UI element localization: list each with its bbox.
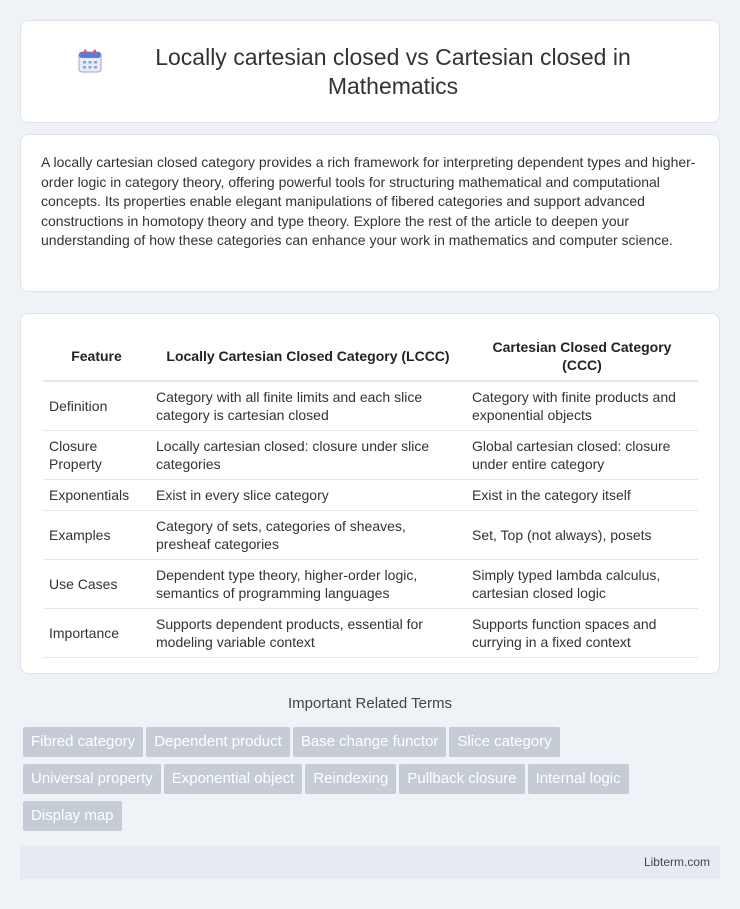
term-tag[interactable]: Fibred category [23,727,143,757]
table-row [43,609,698,658]
ccc-cell: Category with finite products and exponential objects [466,382,698,431]
ccc-cell: Supports function spaces and currying in a fixed context [466,609,698,658]
related-terms-title: Important Related Terms [288,695,452,712]
lccc-cell: Dependent type theory, higher-order logic, semantics of programming languages [150,560,466,609]
lccc-cell: Category of sets, categories of sheaves, presheaf categories [150,511,466,560]
related-terms-list [23,727,703,838]
term-tag[interactable]: Slice category [449,727,559,757]
comparison-table [43,332,698,658]
table-row [43,560,698,609]
lccc-cell: Category with all finite limits and each slice category is cartesian closed [150,382,466,431]
term-tag[interactable]: Exponential object [164,764,303,794]
table-row [43,431,698,480]
table-row [43,511,698,560]
table-row [43,480,698,511]
lccc-cell: Exist in every slice category [150,480,466,511]
feature-cell: Closure Property [43,431,150,480]
footer [20,846,720,879]
ccc-cell: Exist in the category itself [466,480,698,511]
term-tag[interactable]: Internal logic [528,764,629,794]
intro-text: A locally cartesian closed category provides a rich framework for interpreting dependent types and higher-order logic in category theory, offering powerful tools for structuring mathematical and computational concepts. Its properties enable elegant manipulations of fibered categories and support advanced constructions in homotopy theory and type theory. Explore the rest of the article to deepen your understanding of how these categories can enhance your work in mathematics and computer science. [41,154,696,249]
term-tag[interactable]: Display map [23,801,122,831]
ccc-cell: Simply typed lambda calculus, cartesian closed logic [466,560,698,609]
term-tag[interactable]: Base change functor [293,727,447,757]
feature-cell: Importance [43,609,150,658]
header-ccc: Cartesian Closed Category (CCC) [466,332,698,382]
feature-cell: Exponentials [43,480,150,511]
term-tag[interactable]: Universal property [23,764,161,794]
lccc-cell: Locally cartesian closed: closure under slice categories [150,431,466,480]
header-feature: Feature [43,332,150,382]
calendar-icon [77,48,103,74]
title-card [20,20,720,123]
term-tag[interactable]: Reindexing [305,764,396,794]
ccc-cell: Set, Top (not always), posets [466,511,698,560]
feature-cell: Definition [43,382,150,431]
intro-card [20,134,720,292]
feature-cell: Examples [43,511,150,560]
lccc-cell: Supports dependent products, essential for modeling variable context [150,609,466,658]
footer-site-link[interactable]: Libterm.com [643,855,710,869]
table-header-row [43,332,698,382]
table-row [43,382,698,431]
page-title: Locally cartesian closed vs Cartesian closed in Mathematics [155,43,631,99]
feature-cell: Use Cases [43,560,150,609]
term-tag[interactable]: Pullback closure [399,764,524,794]
header-lccc: Locally Cartesian Closed Category (LCCC) [150,332,466,382]
term-tag[interactable]: Dependent product [146,727,290,757]
comparison-card [20,313,720,674]
ccc-cell: Global cartesian closed: closure under entire category [466,431,698,480]
